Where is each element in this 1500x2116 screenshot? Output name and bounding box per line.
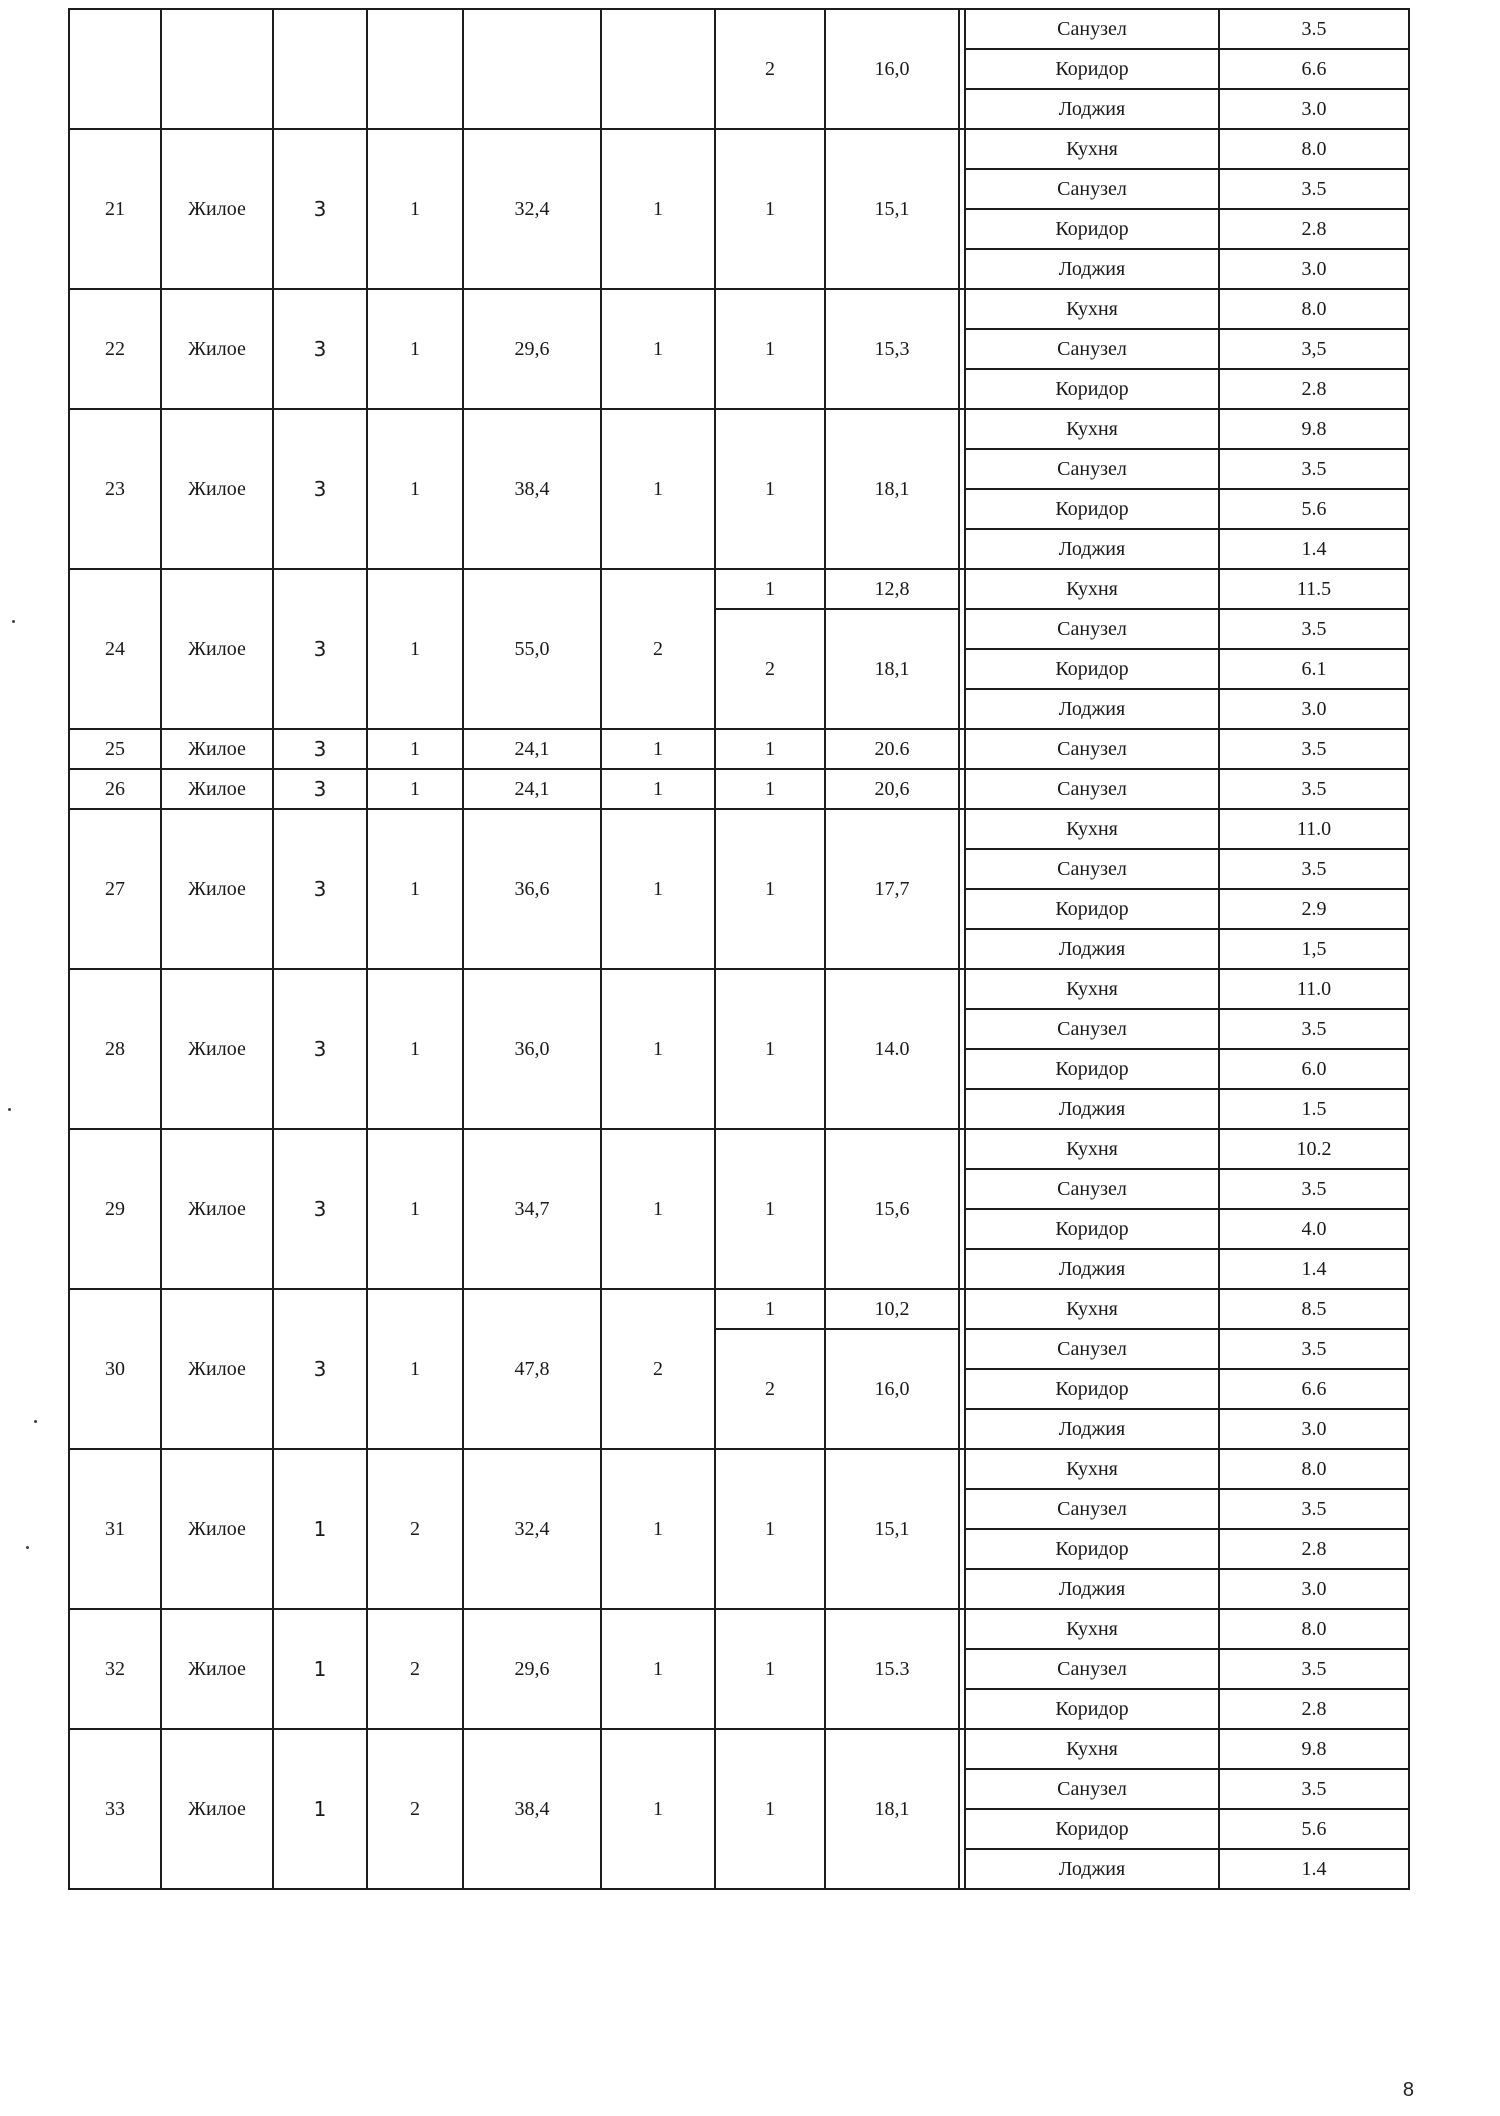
aux-room-name: Коридор <box>965 209 1219 249</box>
aux-room-area: 3.5 <box>1219 849 1409 889</box>
aux-room-name: Санузел <box>965 169 1219 209</box>
room-count: 1 <box>601 729 715 769</box>
room-number: 1 <box>715 1289 825 1329</box>
aux-room-name: Коридор <box>965 369 1219 409</box>
aux-room-area: 1,5 <box>1219 929 1409 969</box>
aux-room-area: 3.5 <box>1219 1489 1409 1529</box>
table-row <box>69 409 1409 449</box>
empty-cell <box>69 9 161 129</box>
aux-room-name: Санузел <box>965 849 1219 889</box>
entrance-number: 2 <box>367 1609 463 1729</box>
room-area: 15,3 <box>825 289 959 409</box>
table-row <box>69 969 1409 1009</box>
floor-number: 3 <box>273 1289 367 1449</box>
room-number: 1 <box>715 409 825 569</box>
total-area: 29,6 <box>463 1609 601 1729</box>
room-area: 12,8 <box>825 569 959 609</box>
room-number: 2 <box>715 1329 825 1449</box>
room-number: 1 <box>715 729 825 769</box>
total-area: 38,4 <box>463 1729 601 1889</box>
table-row <box>69 289 1409 329</box>
aux-room-area: 11.5 <box>1219 569 1409 609</box>
aux-room-area: 3.0 <box>1219 249 1409 289</box>
apartment-number: 29 <box>69 1129 161 1289</box>
room-area: 17,7 <box>825 809 959 969</box>
room-count: 1 <box>601 1129 715 1289</box>
aux-room-area: 3.0 <box>1219 1409 1409 1449</box>
apartment-number: 33 <box>69 1729 161 1889</box>
aux-room-area: 2.8 <box>1219 209 1409 249</box>
aux-room-area: 8.0 <box>1219 129 1409 169</box>
floor-number: 3 <box>273 569 367 729</box>
aux-room-area: 8.0 <box>1219 1609 1409 1649</box>
room-count: 2 <box>601 569 715 729</box>
aux-room-area: 3.5 <box>1219 9 1409 49</box>
floor-number: 3 <box>273 969 367 1129</box>
entrance-number: 1 <box>367 409 463 569</box>
apartment-number: 32 <box>69 1609 161 1729</box>
aux-room-area: 4.0 <box>1219 1209 1409 1249</box>
apartment-table <box>68 8 1410 1890</box>
room-area: 18,1 <box>825 409 959 569</box>
room-area: 15.3 <box>825 1609 959 1729</box>
room-area: 18,1 <box>825 1729 959 1889</box>
table-row <box>69 129 1409 169</box>
room-number: 1 <box>715 1449 825 1609</box>
aux-room-name: Санузел <box>965 609 1219 649</box>
aux-room-name: Санузел <box>965 1489 1219 1529</box>
room-number: 1 <box>715 969 825 1129</box>
aux-room-name: Кухня <box>965 969 1219 1009</box>
scan-speck <box>12 620 15 623</box>
aux-room-area: 2.8 <box>1219 1689 1409 1729</box>
entrance-number: 2 <box>367 1449 463 1609</box>
total-area: 34,7 <box>463 1129 601 1289</box>
table-row <box>69 9 1409 49</box>
room-count: 2 <box>601 1289 715 1449</box>
aux-room-name: Кухня <box>965 129 1219 169</box>
aux-room-area: 3.5 <box>1219 1329 1409 1369</box>
aux-room-name: Лоджия <box>965 1849 1219 1889</box>
aux-room-name: Коридор <box>965 1689 1219 1729</box>
aux-room-name: Кухня <box>965 1449 1219 1489</box>
apartment-number: 21 <box>69 129 161 289</box>
entrance-number: 1 <box>367 289 463 409</box>
floor-number: 1 <box>273 1729 367 1889</box>
room-count: 1 <box>601 1449 715 1609</box>
aux-room-area: 9.8 <box>1219 1729 1409 1769</box>
room-area: 14.0 <box>825 969 959 1129</box>
room-area: 20,6 <box>825 769 959 809</box>
total-area: 38,4 <box>463 409 601 569</box>
room-count: 1 <box>601 809 715 969</box>
aux-room-name: Санузел <box>965 1329 1219 1369</box>
room-number: 1 <box>715 569 825 609</box>
aux-room-name: Лоджия <box>965 1569 1219 1609</box>
room-count: 1 <box>601 769 715 809</box>
apartment-number: 22 <box>69 289 161 409</box>
entrance-number: 1 <box>367 1129 463 1289</box>
aux-room-name: Санузел <box>965 729 1219 769</box>
apartment-table-sheet <box>68 8 1408 1890</box>
aux-room-name: Коридор <box>965 1809 1219 1849</box>
table-row <box>69 1449 1409 1489</box>
aux-room-area: 3.5 <box>1219 729 1409 769</box>
room-count: 1 <box>601 129 715 289</box>
aux-room-area: 3.5 <box>1219 769 1409 809</box>
apartment-number: 31 <box>69 1449 161 1609</box>
room-area: 10,2 <box>825 1289 959 1329</box>
aux-room-area: 6.0 <box>1219 1049 1409 1089</box>
entrance-number: 2 <box>367 1729 463 1889</box>
room-count: 1 <box>601 1729 715 1889</box>
aux-room-name: Кухня <box>965 1289 1219 1329</box>
apartment-table-body <box>69 9 1409 1889</box>
aux-room-name: Коридор <box>965 489 1219 529</box>
room-area: 15,1 <box>825 129 959 289</box>
aux-room-name: Коридор <box>965 1209 1219 1249</box>
table-row <box>69 1129 1409 1169</box>
floor-number: 3 <box>273 809 367 969</box>
room-number: 1 <box>715 1729 825 1889</box>
aux-room-name: Санузел <box>965 449 1219 489</box>
aux-room-name: Кухня <box>965 1729 1219 1769</box>
aux-room-name: Лоджия <box>965 689 1219 729</box>
aux-room-name: Кухня <box>965 289 1219 329</box>
aux-room-area: 2.8 <box>1219 1529 1409 1569</box>
entrance-number: 1 <box>367 769 463 809</box>
entrance-number: 1 <box>367 569 463 729</box>
aux-room-area: 6.6 <box>1219 49 1409 89</box>
empty-cell <box>367 9 463 129</box>
floor-number: 3 <box>273 769 367 809</box>
aux-room-name: Санузел <box>965 9 1219 49</box>
aux-room-area: 6.6 <box>1219 1369 1409 1409</box>
entrance-number: 1 <box>367 129 463 289</box>
table-row <box>69 1289 1409 1329</box>
aux-room-name: Коридор <box>965 49 1219 89</box>
page-number: 8 <box>1402 2079 1414 2101</box>
floor-number: 3 <box>273 409 367 569</box>
total-area: 55,0 <box>463 569 601 729</box>
premises-type: Жилое <box>161 1289 273 1449</box>
total-area: 24,1 <box>463 769 601 809</box>
total-area: 24,1 <box>463 729 601 769</box>
room-number: 1 <box>715 1609 825 1729</box>
total-area: 36,6 <box>463 809 601 969</box>
aux-room-area: 3.5 <box>1219 169 1409 209</box>
premises-type: Жилое <box>161 1729 273 1889</box>
aux-room-name: Кухня <box>965 409 1219 449</box>
aux-room-area: 2.9 <box>1219 889 1409 929</box>
aux-room-area: 3.0 <box>1219 689 1409 729</box>
aux-room-name: Кухня <box>965 1129 1219 1169</box>
aux-room-name: Коридор <box>965 889 1219 929</box>
premises-type: Жилое <box>161 969 273 1129</box>
aux-room-name: Лоджия <box>965 1089 1219 1129</box>
table-row <box>69 809 1409 849</box>
aux-room-area: 3.5 <box>1219 1009 1409 1049</box>
total-area: 36,0 <box>463 969 601 1129</box>
aux-room-area: 1.4 <box>1219 529 1409 569</box>
room-area: 18,1 <box>825 609 959 729</box>
apartment-number: 25 <box>69 729 161 769</box>
aux-room-name: Коридор <box>965 1369 1219 1409</box>
entrance-number: 1 <box>367 809 463 969</box>
aux-room-area: 1.4 <box>1219 1849 1409 1889</box>
aux-room-area: 10.2 <box>1219 1129 1409 1169</box>
aux-room-name: Лоджия <box>965 929 1219 969</box>
aux-room-name: Лоджия <box>965 1409 1219 1449</box>
aux-room-area: 5.6 <box>1219 1809 1409 1849</box>
floor-number: 3 <box>273 1129 367 1289</box>
aux-room-name: Лоджия <box>965 1249 1219 1289</box>
aux-room-area: 1.5 <box>1219 1089 1409 1129</box>
aux-room-name: Кухня <box>965 809 1219 849</box>
aux-room-area: 11.0 <box>1219 809 1409 849</box>
aux-room-name: Лоджия <box>965 249 1219 289</box>
total-area: 32,4 <box>463 129 601 289</box>
apartment-number: 23 <box>69 409 161 569</box>
apartment-number: 28 <box>69 969 161 1129</box>
aux-room-name: Коридор <box>965 649 1219 689</box>
room-number: 1 <box>715 1129 825 1289</box>
total-area: 32,4 <box>463 1449 601 1609</box>
room-area: 15,6 <box>825 1129 959 1289</box>
premises-type: Жилое <box>161 569 273 729</box>
aux-room-name: Санузел <box>965 1169 1219 1209</box>
aux-room-name: Санузел <box>965 769 1219 809</box>
premises-type: Жилое <box>161 129 273 289</box>
aux-room-area: 8.0 <box>1219 289 1409 329</box>
room-count: 1 <box>601 289 715 409</box>
table-row <box>69 1609 1409 1649</box>
aux-room-name: Санузел <box>965 329 1219 369</box>
aux-room-name: Санузел <box>965 1769 1219 1809</box>
premises-type: Жилое <box>161 1449 273 1609</box>
aux-room-area: 3.0 <box>1219 89 1409 129</box>
table-row <box>69 1729 1409 1769</box>
room-number: 1 <box>715 289 825 409</box>
aux-room-area: 3,5 <box>1219 329 1409 369</box>
room-number: 1 <box>715 129 825 289</box>
aux-room-area: 5.6 <box>1219 489 1409 529</box>
aux-room-name: Коридор <box>965 1529 1219 1569</box>
floor-number: 3 <box>273 129 367 289</box>
table-row <box>69 569 1409 609</box>
aux-room-name: Лоджия <box>965 89 1219 129</box>
room-area: 15,1 <box>825 1449 959 1609</box>
room-area: 20.6 <box>825 729 959 769</box>
empty-cell <box>463 9 601 129</box>
aux-room-name: Санузел <box>965 1009 1219 1049</box>
floor-number: 3 <box>273 289 367 409</box>
premises-type: Жилое <box>161 1129 273 1289</box>
premises-type: Жилое <box>161 809 273 969</box>
room-number: 1 <box>715 809 825 969</box>
room-number: 1 <box>715 769 825 809</box>
aux-room-area: 3.5 <box>1219 449 1409 489</box>
total-area: 47,8 <box>463 1289 601 1449</box>
aux-room-name: Коридор <box>965 1049 1219 1089</box>
aux-room-name: Санузел <box>965 1649 1219 1689</box>
entrance-number: 1 <box>367 1289 463 1449</box>
premises-type: Жилое <box>161 729 273 769</box>
room-count: 1 <box>601 1609 715 1729</box>
floor-number: 3 <box>273 729 367 769</box>
apartment-number: 26 <box>69 769 161 809</box>
room-count: 1 <box>601 969 715 1129</box>
aux-room-area: 3.5 <box>1219 1169 1409 1209</box>
room-area: 16,0 <box>825 9 959 129</box>
floor-number: 1 <box>273 1449 367 1609</box>
entrance-number: 1 <box>367 729 463 769</box>
aux-room-area: 3.5 <box>1219 609 1409 649</box>
aux-room-area: 3.5 <box>1219 1769 1409 1809</box>
aux-room-area: 8.5 <box>1219 1289 1409 1329</box>
total-area: 29,6 <box>463 289 601 409</box>
aux-room-area: 1.4 <box>1219 1249 1409 1289</box>
empty-cell <box>601 9 715 129</box>
aux-room-area: 3.5 <box>1219 1649 1409 1689</box>
aux-room-name: Кухня <box>965 1609 1219 1649</box>
room-number: 2 <box>715 609 825 729</box>
scan-speck <box>8 1108 11 1111</box>
aux-room-area: 11.0 <box>1219 969 1409 1009</box>
apartment-number: 24 <box>69 569 161 729</box>
entrance-number: 1 <box>367 969 463 1129</box>
scan-speck <box>34 1420 37 1423</box>
premises-type: Жилое <box>161 1609 273 1729</box>
premises-type: Жилое <box>161 409 273 569</box>
room-number: 2 <box>715 9 825 129</box>
aux-room-area: 8.0 <box>1219 1449 1409 1489</box>
aux-room-area: 2.8 <box>1219 369 1409 409</box>
premises-type: Жилое <box>161 769 273 809</box>
room-count: 1 <box>601 409 715 569</box>
room-area: 16,0 <box>825 1329 959 1449</box>
aux-room-name: Кухня <box>965 569 1219 609</box>
floor-number: 1 <box>273 1609 367 1729</box>
empty-cell <box>161 9 273 129</box>
apartment-number: 30 <box>69 1289 161 1449</box>
apartment-number: 27 <box>69 809 161 969</box>
aux-room-name: Лоджия <box>965 529 1219 569</box>
empty-cell <box>273 9 367 129</box>
aux-room-area: 9.8 <box>1219 409 1409 449</box>
scan-speck <box>26 1546 29 1549</box>
aux-room-area: 3.0 <box>1219 1569 1409 1609</box>
premises-type: Жилое <box>161 289 273 409</box>
aux-room-area: 6.1 <box>1219 649 1409 689</box>
